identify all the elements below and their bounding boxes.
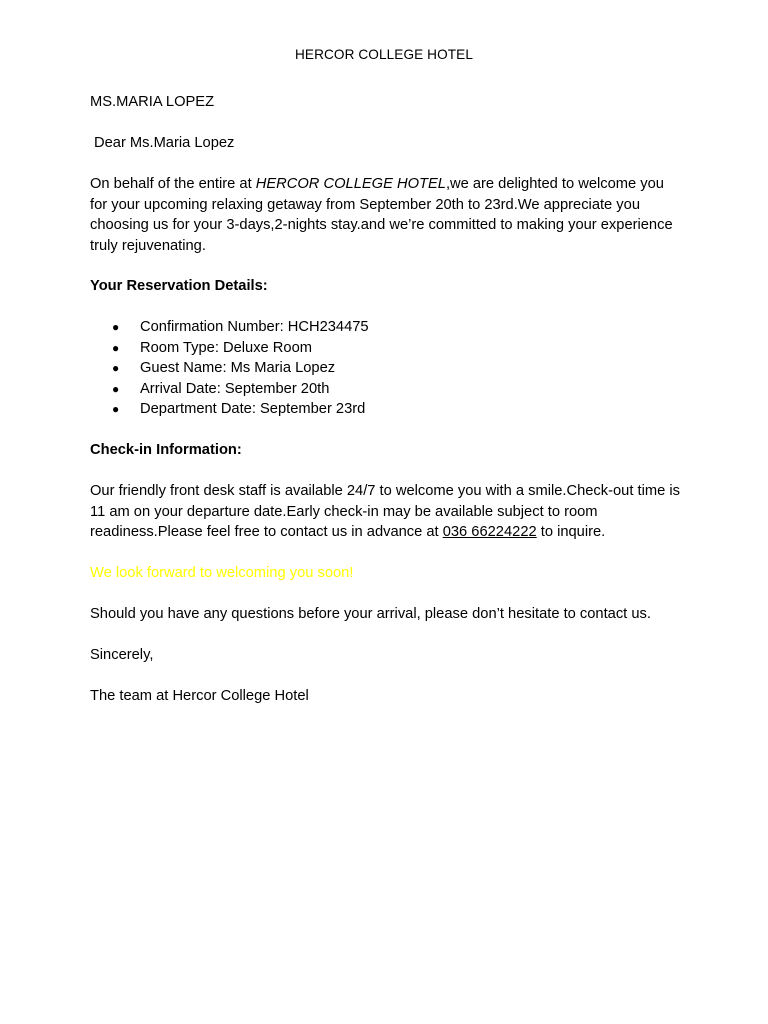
checkin-paragraph: [90, 481, 680, 543]
bullet-icon: ●: [112, 402, 120, 416]
questions-line: Should you have any questions before your arrival, please don’t hesitate to contact us.: [90, 606, 651, 622]
guest-name: Guest Name: Ms Maria Lopez: [140, 360, 336, 376]
checkin-text-before: Our friendly front desk staff is available 24/7 to welcome you with a smile.Check-out time is 11 am on your departure date.Early check-in may be available subject to room readiness.Please feel free to contact us in advance at: [90, 483, 680, 540]
hotel-name-italic: HERCOR COLLEGE HOTEL: [255, 176, 446, 192]
recipient-name: MS.MARIA LOPEZ: [90, 94, 215, 110]
letter-heading: HERCOR COLLEGE HOTEL: [294, 47, 473, 62]
checkin-information-title: Check-in Information:: [90, 442, 242, 458]
reservation-details-title: Your Reservation Details:: [90, 278, 268, 294]
confirmation-number: Confirmation Number: HCH234475: [140, 319, 369, 335]
room-type: Room Type: Deluxe Room: [140, 339, 312, 356]
list-item: [90, 338, 369, 359]
departure-date: Department Date: September 23rd: [140, 401, 366, 417]
intro-text-before: On behalf of the entire at: [90, 176, 256, 192]
closing: Sincerely,: [90, 647, 154, 663]
bullet-icon: ●: [112, 381, 120, 396]
salutation: Dear Ms.Maria Lopez: [94, 135, 235, 151]
checkin-text-after: to inquire.: [536, 524, 606, 540]
bullet-icon: ●: [112, 361, 120, 375]
intro-text-after: ,we are delighted to welcome you for your upcoming relaxing getaway from September 20th to 23rd.We appreciate you choosing us for your 3-days,2-nights stay.and we’re committed to making your experience truly rejuvenating.: [90, 176, 673, 254]
intro-paragraph: [90, 174, 680, 256]
look-forward-line: We look forward to welcoming you soon!: [90, 565, 354, 581]
bullet-icon: ●: [112, 320, 120, 334]
phone-number: 036 66224222: [442, 524, 537, 540]
list-item: [90, 379, 369, 400]
arrival-date: Arrival Date: September 20th: [140, 380, 330, 397]
list-item: [90, 358, 369, 379]
reservation-details-list: [90, 317, 369, 420]
signature: The team at Hercor College Hotel: [90, 688, 309, 704]
list-item: [90, 399, 369, 420]
bullet-icon: ●: [112, 340, 120, 355]
list-item: [90, 317, 369, 338]
